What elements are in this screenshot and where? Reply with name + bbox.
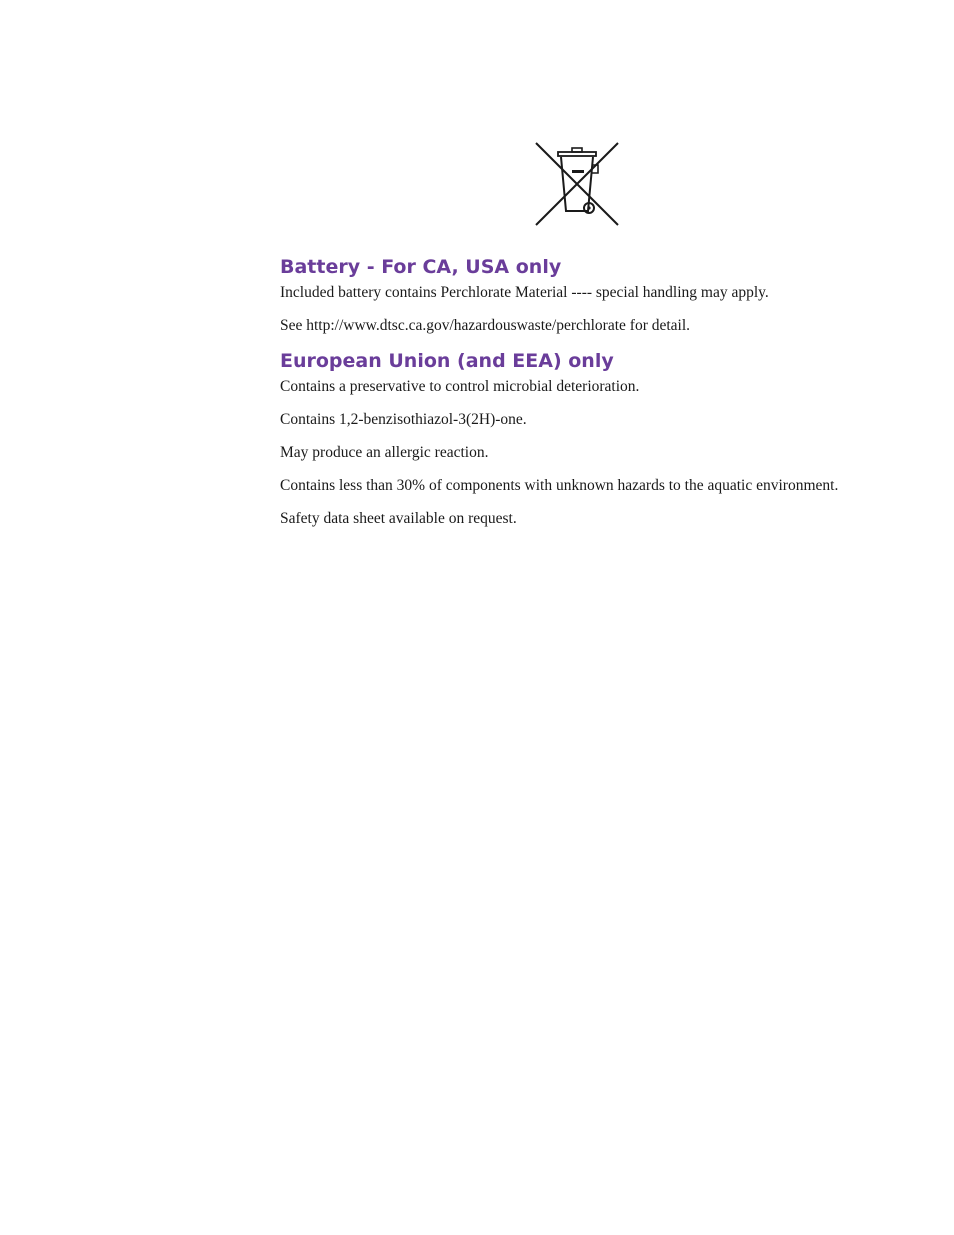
battery-section — [280, 255, 840, 335]
eu-heading: European Union (and EEA) only — [280, 350, 614, 372]
battery-paragraph: Included battery contains Perchlorate Material ---- special handling may apply. — [280, 284, 769, 301]
eu-section — [280, 349, 840, 528]
eu-paragraph: May produce an allergic reaction. — [280, 444, 489, 461]
eu-paragraph: Contains less than 30% of components with unknown hazards to the aquatic environment. — [280, 477, 839, 494]
battery-paragraph: See http://www.dtsc.ca.gov/hazardouswaste/perchlorate for detail. — [280, 317, 691, 334]
eu-paragraph: Contains a preservative to control microbial deterioration. — [280, 378, 640, 395]
crossed-out-wheelie-bin-icon — [534, 141, 620, 227]
document-body — [280, 255, 840, 542]
battery-heading: Battery - For CA, USA only — [280, 256, 562, 278]
eu-paragraph: Safety data sheet available on request. — [280, 510, 517, 527]
eu-paragraph: Contains 1,2-benzisothiazol-3(2H)-one. — [280, 411, 527, 428]
